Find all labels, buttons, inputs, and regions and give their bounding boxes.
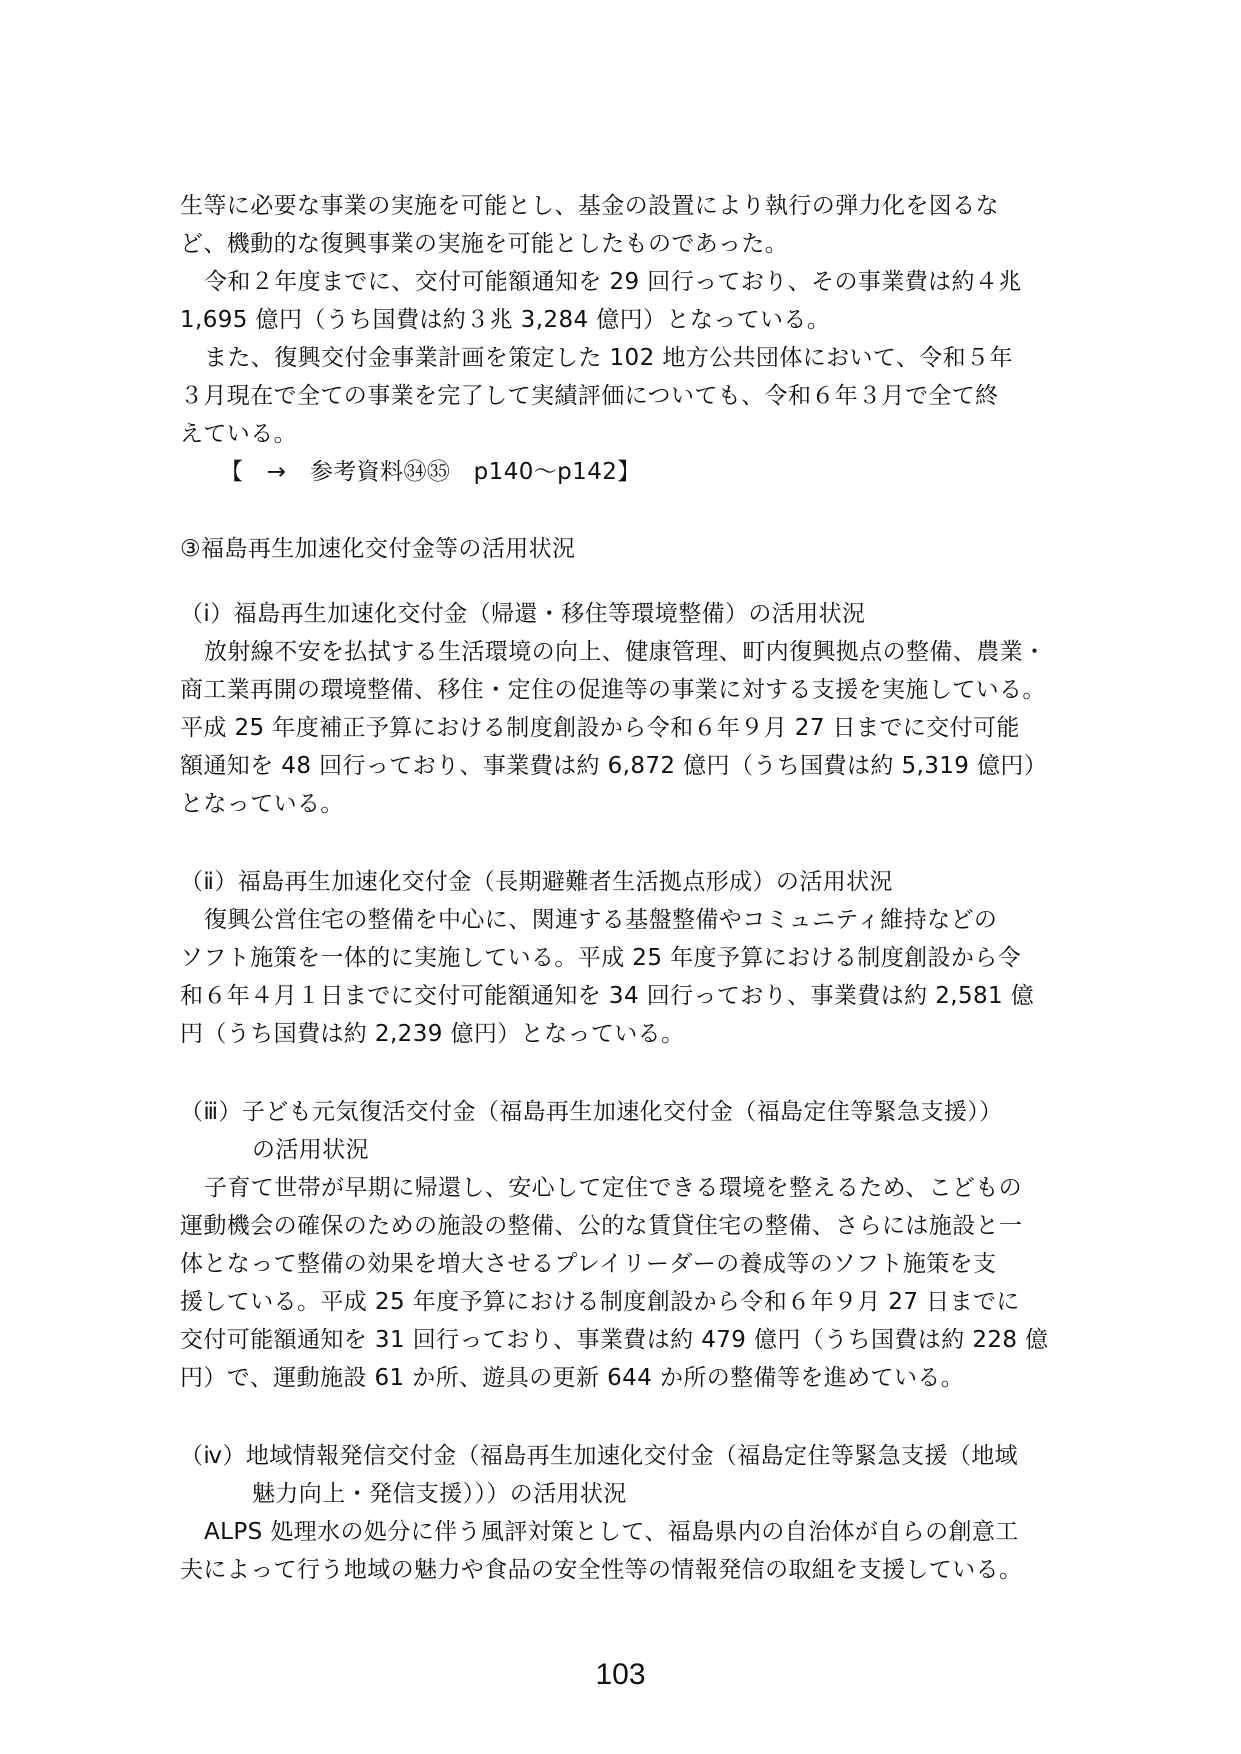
subsection-iii-line-6: 円）で、運動施設 61 か所、遊具の更新 644 か所の整備等を進めている。 [180,1365,965,1391]
intro-line-3: 令和２年度までに、交付可能額通知を 29 回行っており、その事業費は約４兆 [204,269,1022,295]
subsection-iii-title: （ⅲ）子ども元気復活交付金（福島再生加速化交付金（福島定住等緊急支援）） [180,1099,1003,1125]
subsection-ii-line-4: 円（うち国費は約 2,239 億円）となっている。 [180,1021,685,1047]
subsection-iii-line-3: 体となって整備の効果を増大させるプレイリーダーの養成等のソフト施策を支 [180,1251,997,1277]
intro-line-1: 生等に必要な事業の実施を可能とし、基金の設置により執行の弾力化を図るな [180,193,999,219]
reference-note: 【 → 参考資料㉞㉟ p140～p142】 [220,459,641,485]
subsection-iv-title: （ⅳ）地域情報発信交付金（福島再生加速化交付金（福島定住等緊急支援（地域 [180,1443,1019,1469]
intro-line-5: また、復興交付金事業計画を策定した 102 地方公共団体において、令和５年 [204,345,1013,371]
intro-line-6: ３月現在で全ての事業を完了して実績評価についても、令和６年３月で全て終 [180,383,999,409]
subsection-iii-line-1: 子育て世帯が早期に帰還し、安心して定住できる環境を整えるため、こどもの [204,1175,1023,1201]
subsection-ii-line-3: 和６年４月１日までに交付可能額通知を 34 回行っており、事業費は約 2,581 億 [180,983,1035,1009]
subsection-i-line-4: 額通知を 48 回行っており、事業費は約 6,872 億円（うち国費は約 5,319 億円） [180,753,1048,779]
intro-line-7: えている。 [180,421,297,447]
subsection-iv-line-2: 夫によって行う地域の魅力や食品の安全性等の情報発信の取組を支援している。 [180,1557,1023,1583]
subsection-i-line-1: 放射線不安を払拭する生活環境の向上、健康管理、町内復興拠点の整備、農業・ [204,639,1047,665]
page-number: 103 [595,1658,646,1691]
subsection-i-line-3: 平成 25 年度補正予算における制度創設から令和６年９月 27 日までに交付可能 [180,715,1020,741]
subsection-iii-title-cont: の活用状況 [252,1137,369,1163]
subsection-iii-line-5: 交付可能額通知を 31 回行っており、事業費は約 479 億円（うち国費は約 228 億 [180,1327,1049,1353]
subsection-iv-title-cont: 魅力向上・発信支援）））の活用状況 [252,1481,627,1507]
subsection-i-title: （ⅰ）福島再生加速化交付金（帰還・移住等環境整備）の活用状況 [180,601,866,627]
subsection-ii-title: （ⅱ）福島再生加速化交付金（長期避難者生活拠点形成）の活用状況 [180,869,893,895]
intro-line-2: ど、機動的な復興事業の実施を可能としたものであった。 [180,231,789,257]
subsection-ii-line-1: 復興公営住宅の整備を中心に、関連する基盤整備やコミュニティ維持などの [204,907,998,933]
subsection-iii-line-4: 援している。平成 25 年度予算における制度創設から令和６年９月 27 日までに [180,1289,1020,1315]
subsection-iv-line-1: ALPS 処理水の処分に伴う風評対策として、福島県内の自治体が自らの創意工 [204,1519,1019,1545]
intro-line-4: 1,695 億円（うち国費は約３兆 3,284 億円）となっている。 [180,307,831,333]
subsection-i-line-5: となっている。 [180,791,344,817]
subsection-ii-line-2: ソフト施策を一体的に実施している。平成 25 年度予算における制度創設から令 [180,945,1022,971]
section-heading: ③福島再生加速化交付金等の活用状況 [180,536,576,562]
subsection-iii-line-2: 運動機会の確保のための施設の整備、公的な賃貸住宅の整備、さらには施設と一 [180,1213,1023,1239]
subsection-i-line-2: 商工業再開の環境整備、移住・定住の促進等の事業に対する支援を実施している。 [180,677,1046,703]
